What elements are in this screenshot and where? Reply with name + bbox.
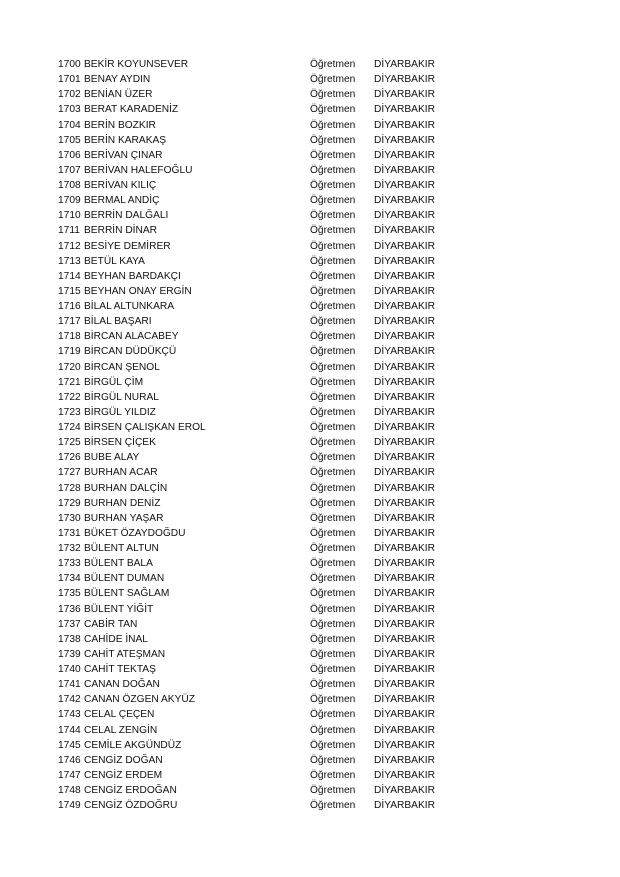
person-name: BURHAN YAŞAR bbox=[84, 512, 164, 524]
list-row bbox=[58, 193, 478, 208]
row-number: 1739 bbox=[58, 648, 81, 660]
person-name: BİRGÜL ÇİM bbox=[84, 376, 144, 388]
person-name: CENGİZ DOĞAN bbox=[84, 754, 163, 766]
job-title: Öğretmen bbox=[310, 59, 356, 70]
job-title: Öğretmen bbox=[310, 316, 356, 328]
list-row bbox=[58, 435, 478, 450]
job-title: Öğretmen bbox=[310, 406, 356, 418]
row-number: 1706 bbox=[58, 149, 81, 161]
city-name: DİYARBAKIR bbox=[374, 346, 435, 358]
job-title: Öğretmen bbox=[310, 543, 356, 554]
list-row bbox=[58, 677, 478, 692]
person-name: BİRCAN ŞENOL bbox=[84, 361, 160, 373]
city-name: DİYARBAKIR bbox=[374, 361, 435, 373]
city-name: DİYARBAKIR bbox=[374, 573, 435, 585]
job-title: Öğretmen bbox=[310, 180, 356, 191]
list-row bbox=[58, 632, 478, 647]
job-title: Öğretmen bbox=[310, 74, 356, 86]
list-row bbox=[58, 57, 478, 72]
job-title: Öğretmen bbox=[310, 422, 356, 433]
city-name: DİYARBAKIR bbox=[374, 134, 435, 146]
row-number: 1723 bbox=[58, 406, 81, 418]
job-title: Öğretmen bbox=[310, 754, 356, 766]
person-name: BİRSEN ÇALIŞKAN EROL bbox=[84, 422, 206, 433]
row-number: 1731 bbox=[58, 527, 81, 539]
person-name: BERİVAN ÇINAR bbox=[84, 149, 163, 161]
person-name: BİRCAN ALACABEY bbox=[84, 331, 179, 343]
job-title: Öğretmen bbox=[310, 603, 356, 615]
job-title: Öğretmen bbox=[310, 301, 356, 312]
row-number: 1712 bbox=[58, 240, 81, 252]
city-name: DİYARBAKIR bbox=[374, 452, 435, 464]
job-title: Öğretmen bbox=[310, 800, 356, 812]
person-name: BERAT KARADENİZ bbox=[84, 104, 179, 116]
city-name: DİYARBAKIR bbox=[374, 769, 435, 781]
row-number: 1747 bbox=[58, 769, 81, 781]
list-row bbox=[58, 541, 478, 556]
person-name: BERRİN DALĞALI bbox=[84, 210, 169, 222]
person-name: BERİVAN HALEFOĞLU bbox=[84, 164, 193, 176]
person-name: BENAY AYDIN bbox=[84, 74, 151, 86]
job-title: Öğretmen bbox=[310, 497, 356, 509]
person-name: BETÜL KAYA bbox=[84, 255, 145, 267]
city-name: DİYARBAKIR bbox=[374, 724, 435, 736]
row-number: 1711 bbox=[58, 225, 80, 237]
job-title: Öğretmen bbox=[310, 240, 356, 252]
row-number: 1713 bbox=[58, 255, 81, 267]
row-number: 1727 bbox=[58, 467, 81, 479]
person-name: BİRGÜL YILDIZ bbox=[84, 406, 156, 418]
city-name: DİYARBAKIR bbox=[374, 59, 435, 70]
list-row bbox=[58, 798, 478, 813]
person-name: CELAL ÇEÇEN bbox=[84, 709, 155, 721]
person-name: BERİVAN KILIÇ bbox=[84, 180, 157, 191]
job-title: Öğretmen bbox=[310, 527, 356, 539]
city-name: DİYARBAKIR bbox=[374, 195, 435, 207]
row-number: 1732 bbox=[58, 543, 81, 554]
city-name: DİYARBAKIR bbox=[374, 437, 435, 449]
person-name: BÜLENT ALTUN bbox=[84, 543, 159, 554]
list-row bbox=[58, 450, 478, 465]
list-row bbox=[58, 360, 478, 375]
person-name: BURHAN DENİZ bbox=[84, 497, 161, 509]
city-name: DİYARBAKIR bbox=[374, 482, 435, 494]
row-number: 1718 bbox=[58, 331, 81, 343]
row-number: 1703 bbox=[58, 104, 81, 116]
row-number: 1702 bbox=[58, 89, 81, 101]
list-row bbox=[58, 662, 478, 677]
city-name: DİYARBAKIR bbox=[374, 89, 435, 101]
person-name: BÜLENT DUMAN bbox=[84, 573, 165, 585]
row-number: 1740 bbox=[58, 664, 81, 675]
list-row bbox=[58, 496, 478, 511]
person-name: CEMİLE AKGÜNDÜZ bbox=[84, 739, 182, 751]
row-number: 1707 bbox=[58, 164, 81, 176]
job-title: Öğretmen bbox=[310, 573, 356, 585]
row-number: 1724 bbox=[58, 422, 81, 433]
job-title: Öğretmen bbox=[310, 89, 356, 101]
job-title: Öğretmen bbox=[310, 664, 356, 675]
person-name: BİRCAN DÜDÜKÇÜ bbox=[84, 346, 177, 358]
person-name: BERİN BOZKIR bbox=[84, 119, 156, 131]
person-name: BEYHAN ONAY ERGİN bbox=[84, 285, 192, 297]
job-title: Öğretmen bbox=[310, 785, 356, 796]
list-row bbox=[58, 420, 478, 435]
job-title: Öğretmen bbox=[310, 225, 356, 237]
row-number: 1748 bbox=[58, 785, 81, 796]
list-row bbox=[58, 738, 478, 753]
list-row bbox=[58, 344, 478, 359]
row-number: 1700 bbox=[58, 59, 81, 70]
list-row bbox=[58, 254, 478, 269]
row-number: 1721 bbox=[58, 376, 81, 388]
city-name: DİYARBAKIR bbox=[374, 618, 435, 630]
row-number: 1728 bbox=[58, 482, 81, 494]
list-row bbox=[58, 617, 478, 632]
city-name: DİYARBAKIR bbox=[374, 800, 435, 812]
list-row bbox=[58, 723, 478, 738]
person-name: CAHİT ATEŞMAN bbox=[84, 648, 166, 660]
person-name: BUBE ALAY bbox=[84, 452, 140, 464]
row-number: 1726 bbox=[58, 452, 81, 464]
row-number: 1743 bbox=[58, 709, 81, 721]
list-row bbox=[58, 753, 478, 768]
city-name: DİYARBAKIR bbox=[374, 527, 435, 539]
job-title: Öğretmen bbox=[310, 361, 356, 373]
job-title: Öğretmen bbox=[310, 270, 356, 282]
job-title: Öğretmen bbox=[310, 195, 356, 207]
city-name: DİYARBAKIR bbox=[374, 497, 435, 509]
person-name: CENGİZ ERDEM bbox=[84, 769, 163, 781]
list-row bbox=[58, 692, 478, 707]
list-row bbox=[58, 602, 478, 617]
job-title: Öğretmen bbox=[310, 452, 356, 464]
list-row bbox=[58, 87, 478, 102]
list-row bbox=[58, 375, 478, 390]
person-name: CAHİDE İNAL bbox=[84, 633, 148, 645]
job-title: Öğretmen bbox=[310, 346, 356, 358]
list-row bbox=[58, 556, 478, 571]
person-name: BERMAL ANDİÇ bbox=[84, 195, 160, 207]
city-name: DİYARBAKIR bbox=[374, 119, 435, 131]
city-name: DİYARBAKIR bbox=[374, 149, 435, 161]
job-title: Öğretmen bbox=[310, 285, 356, 297]
list-row bbox=[58, 133, 478, 148]
row-number: 1709 bbox=[58, 195, 81, 207]
city-name: DİYARBAKIR bbox=[374, 240, 435, 252]
job-title: Öğretmen bbox=[310, 709, 356, 721]
city-name: DİYARBAKIR bbox=[374, 104, 435, 116]
row-number: 1701 bbox=[58, 74, 81, 86]
row-number: 1737 bbox=[58, 618, 81, 630]
person-name: BÜKET ÖZAYDOĞDU bbox=[84, 527, 186, 539]
city-name: DİYARBAKIR bbox=[374, 225, 435, 237]
row-number: 1729 bbox=[58, 497, 81, 509]
person-name: CABİR TAN bbox=[84, 618, 138, 630]
list-row bbox=[58, 118, 478, 133]
row-number: 1733 bbox=[58, 558, 81, 570]
job-title: Öğretmen bbox=[310, 648, 356, 660]
person-name: CENGİZ ÖZDOĞRU bbox=[84, 800, 178, 812]
job-title: Öğretmen bbox=[310, 558, 356, 570]
row-number: 1717 bbox=[58, 316, 81, 328]
list-row bbox=[58, 707, 478, 722]
city-name: DİYARBAKIR bbox=[374, 406, 435, 418]
city-name: DİYARBAKIR bbox=[374, 785, 435, 796]
job-title: Öğretmen bbox=[310, 512, 356, 524]
city-name: DİYARBAKIR bbox=[374, 331, 435, 343]
person-name: BİRGÜL NURAL bbox=[84, 391, 159, 403]
city-name: DİYARBAKIR bbox=[374, 679, 435, 691]
row-number: 1742 bbox=[58, 694, 81, 706]
list-row bbox=[58, 163, 478, 178]
list-row bbox=[58, 269, 478, 284]
row-number: 1741 bbox=[58, 679, 81, 691]
person-name: BESİYE DEMİRER bbox=[84, 240, 171, 252]
job-title: Öğretmen bbox=[310, 588, 356, 600]
job-title: Öğretmen bbox=[310, 331, 356, 343]
job-title: Öğretmen bbox=[310, 119, 356, 131]
person-name: BERRİN DİNAR bbox=[84, 225, 158, 237]
job-title: Öğretmen bbox=[310, 134, 356, 146]
city-name: DİYARBAKIR bbox=[374, 739, 435, 751]
city-name: DİYARBAKIR bbox=[374, 255, 435, 267]
list-row bbox=[58, 314, 478, 329]
row-number: 1716 bbox=[58, 301, 81, 312]
person-name: BİLAL BAŞARI bbox=[84, 316, 152, 328]
city-name: DİYARBAKIR bbox=[374, 664, 435, 675]
list-row bbox=[58, 223, 478, 238]
city-name: DİYARBAKIR bbox=[374, 285, 435, 297]
city-name: DİYARBAKIR bbox=[374, 164, 435, 176]
list-row bbox=[58, 526, 478, 541]
row-number: 1735 bbox=[58, 588, 81, 600]
row-number: 1722 bbox=[58, 391, 81, 403]
person-name: BÜLENT YİĞİT bbox=[84, 603, 154, 615]
row-number: 1725 bbox=[58, 437, 81, 449]
person-name: BÜLENT SAĞLAM bbox=[84, 588, 170, 600]
teacher-list bbox=[58, 57, 478, 813]
city-name: DİYARBAKIR bbox=[374, 301, 435, 312]
list-row bbox=[58, 299, 478, 314]
row-number: 1710 bbox=[58, 210, 81, 222]
job-title: Öğretmen bbox=[310, 467, 356, 479]
city-name: DİYARBAKIR bbox=[374, 754, 435, 766]
person-name: BİLAL ALTUNKARA bbox=[84, 301, 175, 312]
job-title: Öğretmen bbox=[310, 164, 356, 176]
job-title: Öğretmen bbox=[310, 104, 356, 116]
city-name: DİYARBAKIR bbox=[374, 633, 435, 645]
city-name: DİYARBAKIR bbox=[374, 648, 435, 660]
city-name: DİYARBAKIR bbox=[374, 558, 435, 570]
list-row bbox=[58, 390, 478, 405]
job-title: Öğretmen bbox=[310, 255, 356, 267]
job-title: Öğretmen bbox=[310, 618, 356, 630]
row-number: 1746 bbox=[58, 754, 81, 766]
city-name: DİYARBAKIR bbox=[374, 422, 435, 433]
job-title: Öğretmen bbox=[310, 769, 356, 781]
city-name: DİYARBAKIR bbox=[374, 588, 435, 600]
row-number: 1730 bbox=[58, 512, 81, 524]
city-name: DİYARBAKIR bbox=[374, 694, 435, 706]
city-name: DİYARBAKIR bbox=[374, 709, 435, 721]
job-title: Öğretmen bbox=[310, 210, 356, 222]
city-name: DİYARBAKIR bbox=[374, 543, 435, 554]
row-number: 1749 bbox=[58, 800, 81, 812]
person-name: BEYHAN BARDAKÇI bbox=[84, 270, 181, 282]
city-name: DİYARBAKIR bbox=[374, 74, 435, 86]
list-row bbox=[58, 481, 478, 496]
job-title: Öğretmen bbox=[310, 149, 356, 161]
list-row bbox=[58, 284, 478, 299]
job-title: Öğretmen bbox=[310, 482, 356, 494]
person-name: CAHİT TEKTAŞ bbox=[84, 664, 156, 675]
city-name: DİYARBAKIR bbox=[374, 210, 435, 222]
row-number: 1708 bbox=[58, 180, 81, 191]
person-name: BURHAN ACAR bbox=[84, 467, 158, 479]
person-name: BÜLENT BALA bbox=[84, 558, 153, 570]
job-title: Öğretmen bbox=[310, 633, 356, 645]
city-name: DİYARBAKIR bbox=[374, 391, 435, 403]
list-row bbox=[58, 72, 478, 87]
person-name: BEKİR KOYUNSEVER bbox=[84, 59, 189, 70]
person-name: CANAN ÖZGEN AKYÜZ bbox=[84, 694, 195, 706]
city-name: DİYARBAKIR bbox=[374, 316, 435, 328]
list-row bbox=[58, 178, 478, 193]
list-row bbox=[58, 586, 478, 601]
job-title: Öğretmen bbox=[310, 694, 356, 706]
list-row bbox=[58, 783, 478, 798]
list-row bbox=[58, 208, 478, 223]
row-number: 1736 bbox=[58, 603, 81, 615]
job-title: Öğretmen bbox=[310, 679, 356, 691]
job-title: Öğretmen bbox=[310, 391, 356, 403]
row-number: 1720 bbox=[58, 361, 81, 373]
list-row bbox=[58, 511, 478, 526]
city-name: DİYARBAKIR bbox=[374, 467, 435, 479]
list-row bbox=[58, 405, 478, 420]
job-title: Öğretmen bbox=[310, 376, 356, 388]
row-number: 1719 bbox=[58, 346, 81, 358]
row-number: 1714 bbox=[58, 270, 81, 282]
person-name: BENİAN ÜZER bbox=[84, 89, 153, 101]
person-name: BURHAN DALÇİN bbox=[84, 482, 168, 494]
person-name: CENGİZ ERDOĞAN bbox=[84, 785, 177, 796]
list-row bbox=[58, 571, 478, 586]
job-title: Öğretmen bbox=[310, 724, 356, 736]
city-name: DİYARBAKIR bbox=[374, 180, 435, 191]
city-name: DİYARBAKIR bbox=[374, 603, 435, 615]
city-name: DİYARBAKIR bbox=[374, 512, 435, 524]
person-name: BİRSEN ÇİÇEK bbox=[84, 437, 156, 449]
row-number: 1704 bbox=[58, 119, 81, 131]
list-row bbox=[58, 768, 478, 783]
city-name: DİYARBAKIR bbox=[374, 270, 435, 282]
person-name: BERİN KARAKAŞ bbox=[84, 134, 167, 146]
job-title: Öğretmen bbox=[310, 739, 356, 751]
list-row bbox=[58, 102, 478, 117]
list-row bbox=[58, 239, 478, 254]
list-row bbox=[58, 148, 478, 163]
list-row bbox=[58, 329, 478, 344]
city-name: DİYARBAKIR bbox=[374, 376, 435, 388]
row-number: 1738 bbox=[58, 633, 81, 645]
row-number: 1734 bbox=[58, 573, 81, 585]
row-number: 1744 bbox=[58, 724, 81, 736]
list-row bbox=[58, 647, 478, 662]
list-row bbox=[58, 465, 478, 480]
job-title: Öğretmen bbox=[310, 437, 356, 449]
person-name: CANAN DOĞAN bbox=[84, 679, 160, 691]
person-name: CELAL ZENGİN bbox=[84, 724, 158, 736]
row-number: 1705 bbox=[58, 134, 81, 146]
row-number: 1715 bbox=[58, 285, 81, 297]
row-number: 1745 bbox=[58, 739, 81, 751]
